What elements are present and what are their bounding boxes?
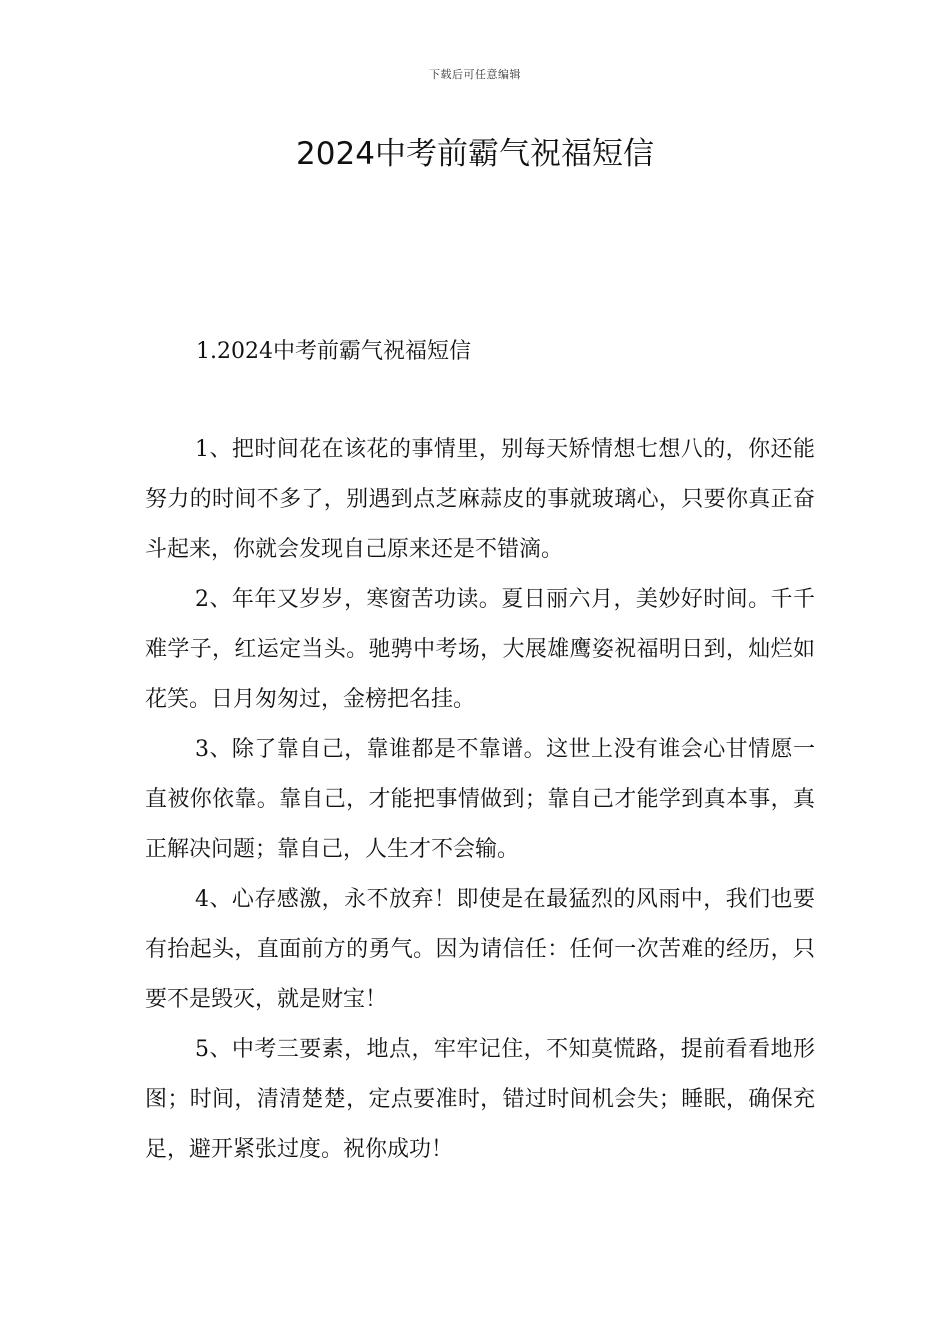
paragraph-4: 4、心存感激，永不放弃！即使是在最猛烈的风雨中，我们也要有抬起头，直面前方的勇气。因为请信任：任何一次苦难的经历，只要不是毁灭，就是财宝！ (145, 887, 815, 1012)
paragraph-3: 3、除了靠自己，靠谁都是不靠谱。这世上没有谁会心甘情愿一直被你依靠。靠自己，才能把事情做到；靠自己才能学到真本事，真正解决问题；靠自己，人生才不会输。 (145, 737, 815, 862)
paragraph-5: 5、中考三要素，地点，牢牢记住，不知莫慌路，提前看看地形图；时间，清清楚楚，定点要准时，错过时间机会失；睡眠，确保充足，避开紧张过度。祝你成功！ (145, 1037, 815, 1162)
document-title: 2024中考前霸气祝福短信 (296, 136, 654, 172)
section-heading: 1.2024中考前霸气祝福短信 (196, 339, 471, 364)
body-text (145, 425, 815, 1175)
paragraph-1: 1、把时间花在该花的事情里，别每天矫情想七想八的，你还能努力的时间不多了，别遇到点芝麻蒜皮的事就玻璃心，只要你真正奋斗起来，你就会发现自己原来还是不错滴。 (145, 437, 815, 562)
paragraph-2: 2、年年又岁岁，寒窗苦功读。夏日丽六月，美妙好时间。千千难学子，红运定当头。驰骋中考场，大展雄鹰姿祝福明日到，灿烂如花笑。日月匆匆过，金榜把名挂。 (145, 587, 815, 712)
header-note: 下载后可任意编辑 (429, 68, 521, 81)
